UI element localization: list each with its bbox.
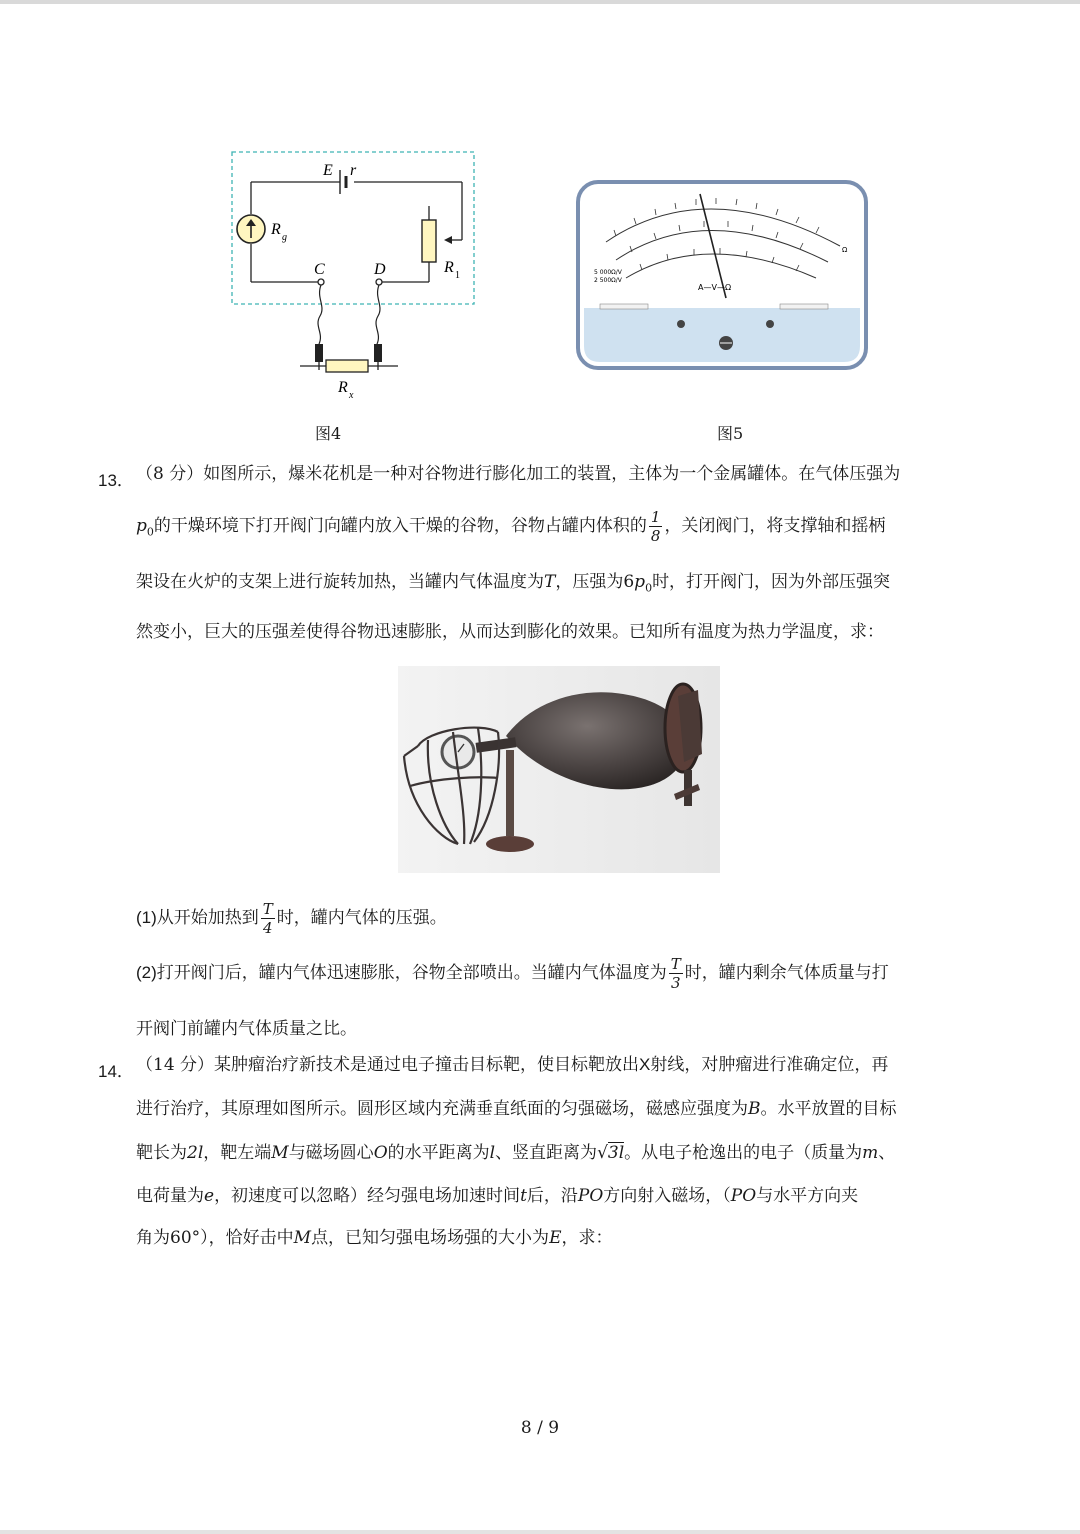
scan-top-edge	[0, 0, 1080, 4]
label-D: D	[374, 261, 386, 278]
rheostat-R1	[422, 220, 436, 262]
scan-bottom-edge	[0, 1530, 1080, 1534]
q13-line-2: $p_0$的干燥环境下打开阀门向罐内放入干燥的谷物，谷物占罐内体积的 $\frac{1}{8}$ ，关闭阀门，将支撑轴和摇柄	[136, 508, 886, 545]
label-Rx: R	[338, 379, 348, 396]
probe-C	[315, 344, 323, 362]
q13-line-3: 架设在火炉的支架上进行旋转加热，当罐内气体温度为T，压强为$6p_0$时，打开阀门，因为外部压强突	[136, 572, 891, 595]
meter-ohm-per-volt-2: 2 500Ω/V	[594, 277, 622, 284]
q13-line-4: 然变小，巨大的压强差使得谷物迅速膨胀，从而达到膨化的效果。已知所有温度为热力学温度，求：	[136, 622, 884, 642]
q13-line-1: （8 分）如图所示，爆米花机是一种对谷物进行膨化加工的装置，主体为一个金属罐体。在气体压强为	[136, 464, 901, 484]
meter-mode-label: A—V—Ω	[698, 283, 732, 292]
resistor-Rx	[326, 360, 368, 372]
fraction-one-eighth: $\frac{1}{8}$	[650, 508, 661, 545]
label-R1: R	[444, 259, 454, 276]
q14-line-2: 进行治疗，其原理如图所示。圆形区域内充满垂直纸面的匀强磁场，磁感应强度为B。水平放置的目标	[136, 1099, 897, 1119]
q14-line-1: （14 分）某肿瘤治疗新技术是通过电子撞击目标靶，使目标靶放出X射线，对肿瘤进行准确定位，再	[136, 1055, 889, 1075]
meter-omega: Ω	[842, 246, 848, 254]
popcorn-machine-photo	[398, 666, 720, 873]
q13-number: 13．	[98, 471, 134, 490]
q14-line-3: 靶长为2l，靶左端M与磁场圆心O的水平距离为l、竖直距离为√3l。从电子枪逸出的电子（质量为m、	[136, 1143, 896, 1163]
q13-sub-2-cont: 开阀门前罐内气体质量之比。	[136, 1019, 357, 1039]
label-r: r	[350, 162, 357, 179]
terminal-D	[376, 279, 382, 285]
label-R1-sub: 1	[455, 270, 460, 281]
label-Rg-sub: g	[282, 232, 287, 243]
label-Rx-sub: x	[349, 390, 354, 401]
figure-4-caption: 图4	[315, 424, 342, 443]
sqrt-symbol: √	[597, 1143, 608, 1163]
label-C: C	[314, 261, 325, 278]
q14-line-4: 电荷量为e，初速度可以忽略）经匀强电场加速时间t后，沿PO方向射入磁场，（PO与水平方向夹	[136, 1186, 859, 1206]
q14-line-5: 角为60°），恰好击中M点，已知匀强电场场强的大小为E，求：	[136, 1228, 613, 1248]
figure-5-multimeter	[576, 180, 868, 370]
q13-sub-2: (2)打开阀门后，罐内气体迅速膨胀，谷物全部喷出。当罐内气体温度为 $\frac{T}{3}$ 时，罐内剩余气体质量与打	[136, 955, 889, 992]
figure-5-caption: 图5	[717, 424, 744, 443]
terminal-C	[318, 279, 324, 285]
meter-ohm-per-volt-1: 5 000Ω/V	[594, 269, 622, 276]
page-number: 8 / 9	[520, 1418, 560, 1438]
q13-sub-1: (1)从开始加热到 $\frac{T}{4}$ 时，罐内气体的压强。	[136, 900, 447, 937]
figure-4-circuit	[226, 148, 488, 408]
probe-D	[374, 344, 382, 362]
q14-number: 14．	[98, 1062, 134, 1081]
label-Rg: R	[271, 221, 281, 238]
label-E: E	[323, 162, 333, 179]
fraction-T-over-3: $\frac{T}{3}$	[670, 955, 681, 992]
q13-points: （8 分）	[136, 464, 204, 484]
fraction-T-over-4: $\frac{T}{4}$	[262, 900, 273, 937]
